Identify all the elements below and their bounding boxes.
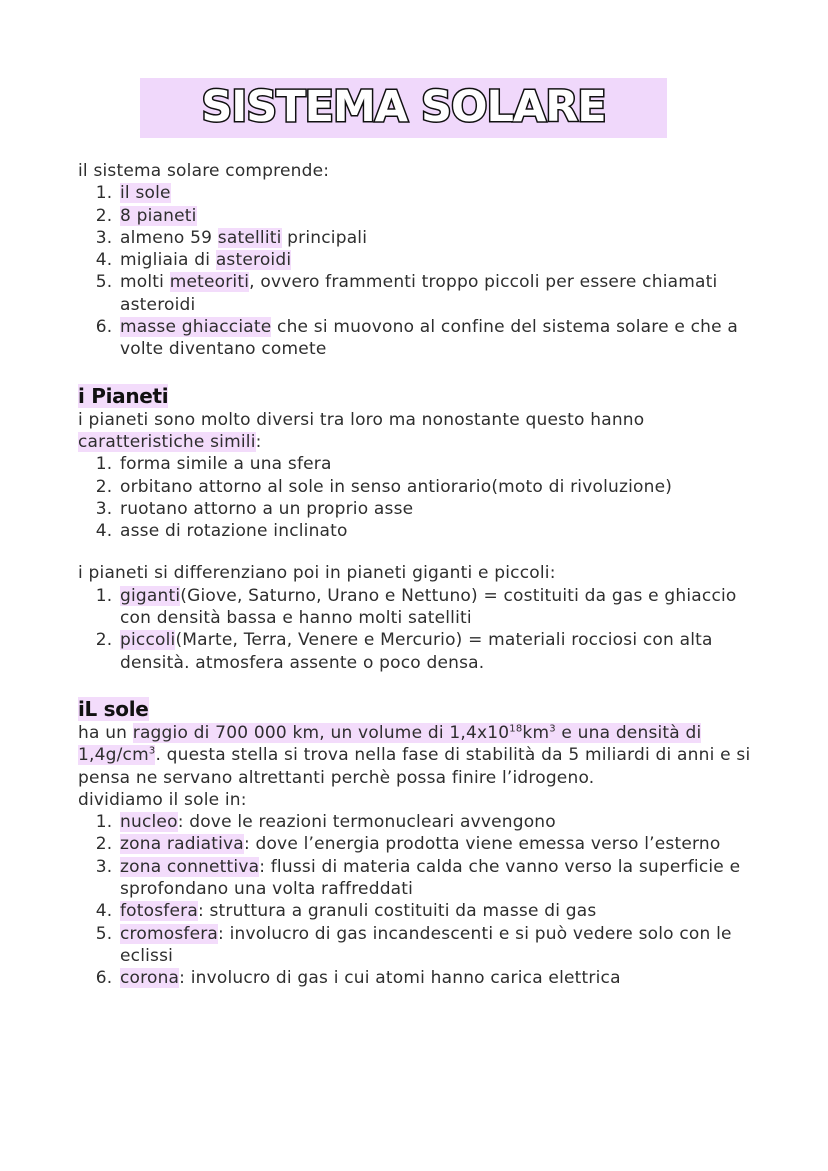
pianeti-list [78, 453, 768, 542]
list-item: 3. almeno 59 satelliti principali [118, 227, 768, 249]
pianeti-diff-lead: i pianeti si differenziano poi in pianeti giganti e piccoli: [78, 563, 556, 584]
intro-list [78, 182, 768, 360]
list-item: 5. molti meteoriti, ovvero frammenti troppo piccoli per essere chiamati asteroidi [118, 271, 768, 316]
section-heading-sole: iL sole [78, 696, 149, 721]
list-item: 4. asse di rotazione inclinato [118, 520, 768, 542]
list-item: 1. giganti(Giove, Saturno, Urano e Nettuno) = costituiti da gas e ghiaccio con densità bassa e hanno molti satelliti [118, 585, 768, 630]
list-item: 1. forma simile a una sfera [118, 453, 768, 475]
list-item: 3. ruotano attorno a un proprio asse [118, 498, 768, 520]
list-item: 1. nucleo: dove le reazioni termonucleari avvengono [118, 811, 768, 833]
list-item: 5. cromosfera: involucro di gas incandescenti e si può vedere solo con le eclissi [118, 923, 768, 968]
intro-lead: il sistema solare comprende: [78, 161, 330, 181]
list-item: 1. il sole [118, 182, 768, 204]
sole-divide-lead: dividiamo il sole in: [78, 789, 247, 810]
list-item: 3. zona connettiva: flussi di materia calda che vanno verso la superficie e sprofondano una volta raffreddati [118, 856, 768, 901]
pianeti-lead: i pianeti sono molto diversi tra loro ma nonostante questo hanno caratteristiche simili: [78, 409, 645, 452]
list-item: 2. zona radiativa: dove l’energia prodotta viene emessa verso l’esterno [118, 833, 768, 855]
list-item: 6. masse ghiacciate che si muovono al confine del sistema solare e che a volte diventano comete [118, 316, 768, 361]
document-body [78, 160, 768, 990]
list-item: 4. migliaia di asteroidi [118, 249, 768, 271]
list-item: 2. piccoli(Marte, Terra, Venere e Mercurio) = materiali rocciosi con alta densità. atmosfera assente o poco densa. [118, 629, 768, 674]
list-item: 2. 8 pianeti [118, 205, 768, 227]
section-heading-pianeti: i Pianeti [78, 383, 169, 408]
sole-list [78, 811, 768, 989]
pianeti-diff-list [78, 585, 768, 674]
list-item: 6. corona: involucro di gas i cui atomi hanno carica elettrica [118, 967, 768, 989]
list-item: 4. fotosfera: struttura a granuli costituiti da masse di gas [118, 900, 768, 922]
list-item: 2. orbitano attorno al sole in senso antiorario(moto di rivoluzione) [118, 476, 768, 498]
sole-paragraph: ha un raggio di 700 000 km, un volume di $1,4x10^{18}km^3$ e una densità di $1,4g/cm^3$. questa stella si trova nella fase di stabilità da 5 miliardi di anni e si pensa ne servano altrettanti perchè possa finire l’idrogeno. [78, 722, 751, 788]
page-title: SISTEMA SOLARE [201, 82, 606, 132]
